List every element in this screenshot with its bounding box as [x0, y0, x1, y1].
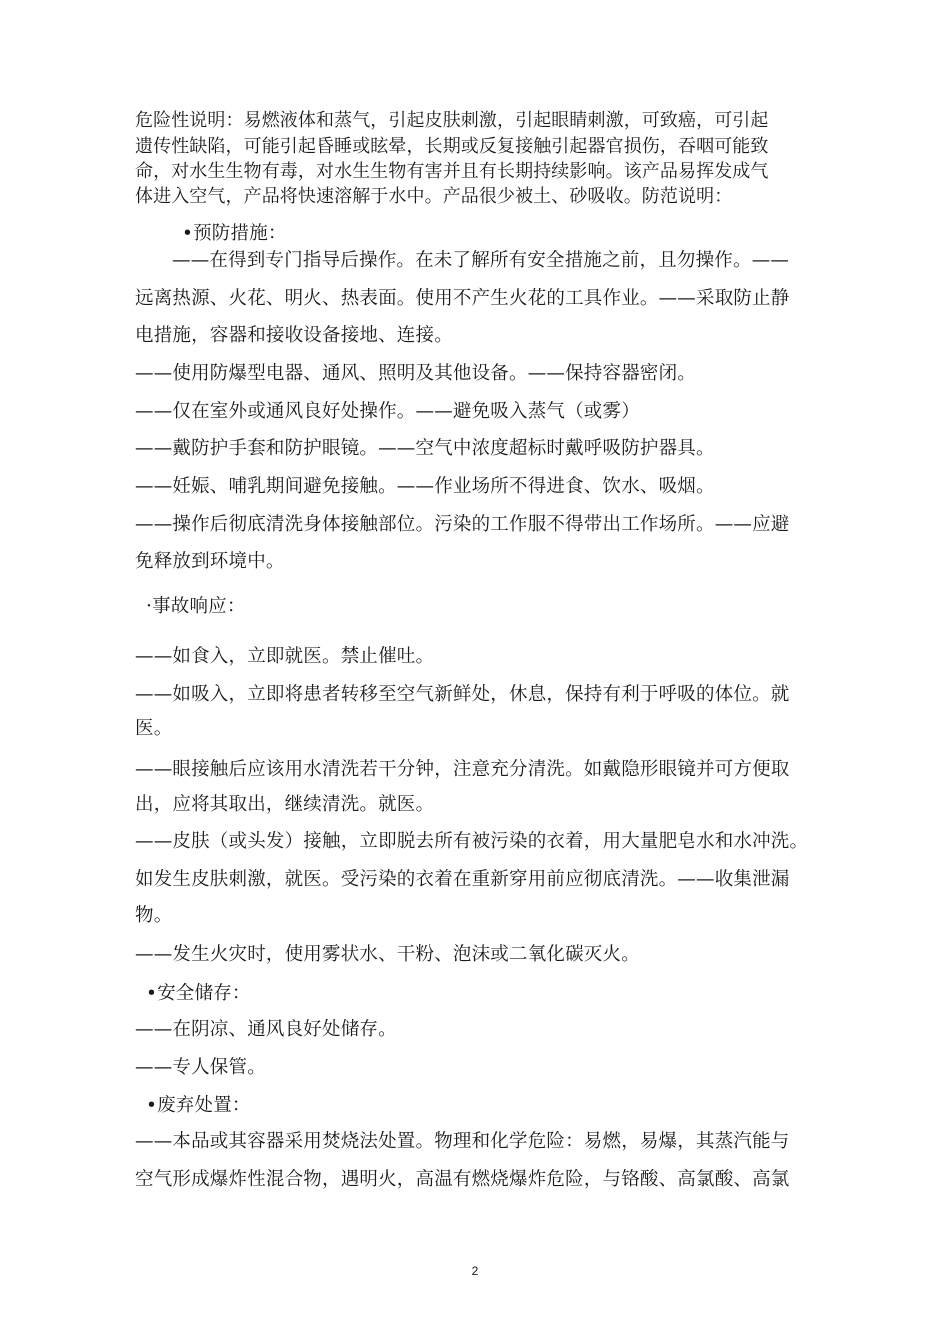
- disposal-line-1: ——本品或其容器采用焚烧法处置。物理和化学危险：易燃，易爆，其蒸汽能与: [135, 1131, 790, 1152]
- section-heading-prevention: •预防措施：: [182, 223, 287, 244]
- prevention-line-5: ——仅在室外或通风良好处操作。——避免吸入蒸气（或雾）: [135, 401, 640, 422]
- section-heading-response: ·事故响应：: [146, 596, 246, 617]
- response-line-8: 物。: [135, 905, 173, 926]
- prevention-line-2: 远离热源、火花、明火、热表面。使用不产生火花的工具作业。——采取防止静: [135, 288, 790, 309]
- prevention-line-4: ——使用防爆型电器、通风、照明及其他设备。——保持容器密闭。: [135, 363, 697, 384]
- response-line-6: ——皮肤（或头发）接触，立即脱去所有被污染的衣着，用大量肥皂水和水冲洗。: [135, 831, 809, 852]
- section-heading-disposal: •废弃处置：: [146, 1095, 251, 1116]
- page-number: 2: [471, 1264, 479, 1278]
- prevention-line-6: ——戴防护手套和防护眼镜。——空气中浓度超标时戴呼吸防护器具。: [135, 438, 715, 459]
- response-line-7: 如发生皮肤刺激，就医。受污染的衣着在重新穿用前应彻底清洗。——收集泄漏: [135, 869, 790, 890]
- prevention-line-8: ——操作后彻底清洗身体接触部位。污染的工作服不得带出工作场所。——应避: [135, 514, 790, 535]
- hazard-statement-line-3: 命，对水生生物有毒，对水生生物有害并且有长期持续影响。该产品易挥发成气: [135, 161, 769, 182]
- response-line-9: ——发生火灾时，使用雾状水、干粉、泡沫或二氧化碳灭火。: [135, 944, 640, 965]
- hazard-statement-line-1: 危险性说明：易燃液体和蒸气，引起皮肤刺激，引起眼睛刺激，可致癌，可引起: [135, 110, 769, 131]
- storage-line-1: ——在阴凉、通风良好处储存。: [135, 1019, 397, 1040]
- response-line-1: ——如食入，立即就医。禁止催吐。: [135, 646, 435, 667]
- section-heading-storage: •安全储存：: [146, 983, 251, 1004]
- storage-line-2: ——专人保管。: [135, 1057, 266, 1078]
- hazard-statement-line-2: 遗传性缺陷，可能引起昏睡或眩晕，长期或反复接触引起器官损伤，吞咽可能致: [135, 136, 769, 157]
- response-line-3: 医。: [135, 718, 173, 739]
- prevention-line-1: ——在得到专门指导后操作。在未了解所有安全措施之前，且勿操作。——: [172, 250, 790, 271]
- prevention-line-3: 电措施，容器和接收设备接地、连接。: [135, 325, 453, 346]
- response-line-5: 出，应将其取出，继续清洗。就医。: [135, 794, 435, 815]
- response-line-4: ——眼接触后应该用水清洗若干分钟，注意充分清洗。如戴隐形眼镜并可方便取: [135, 759, 790, 780]
- disposal-line-2: 空气形成爆炸性混合物，遇明火，高温有燃烧爆炸危险，与铬酸、高氯酸、高氯: [135, 1169, 790, 1190]
- hazard-statement-line-4: 体进入空气，产品将快速溶解于水中。产品很少被土、砂吸收。防范说明：: [135, 186, 733, 207]
- prevention-line-9: 免释放到环境中。: [135, 551, 285, 572]
- prevention-line-7: ——妊娠、哺乳期间避免接触。——作业场所不得进食、饮水、吸烟。: [135, 476, 715, 497]
- response-line-2: ——如吸入，立即将患者转移至空气新鲜处，休息，保持有利于呼吸的体位。就: [135, 684, 790, 705]
